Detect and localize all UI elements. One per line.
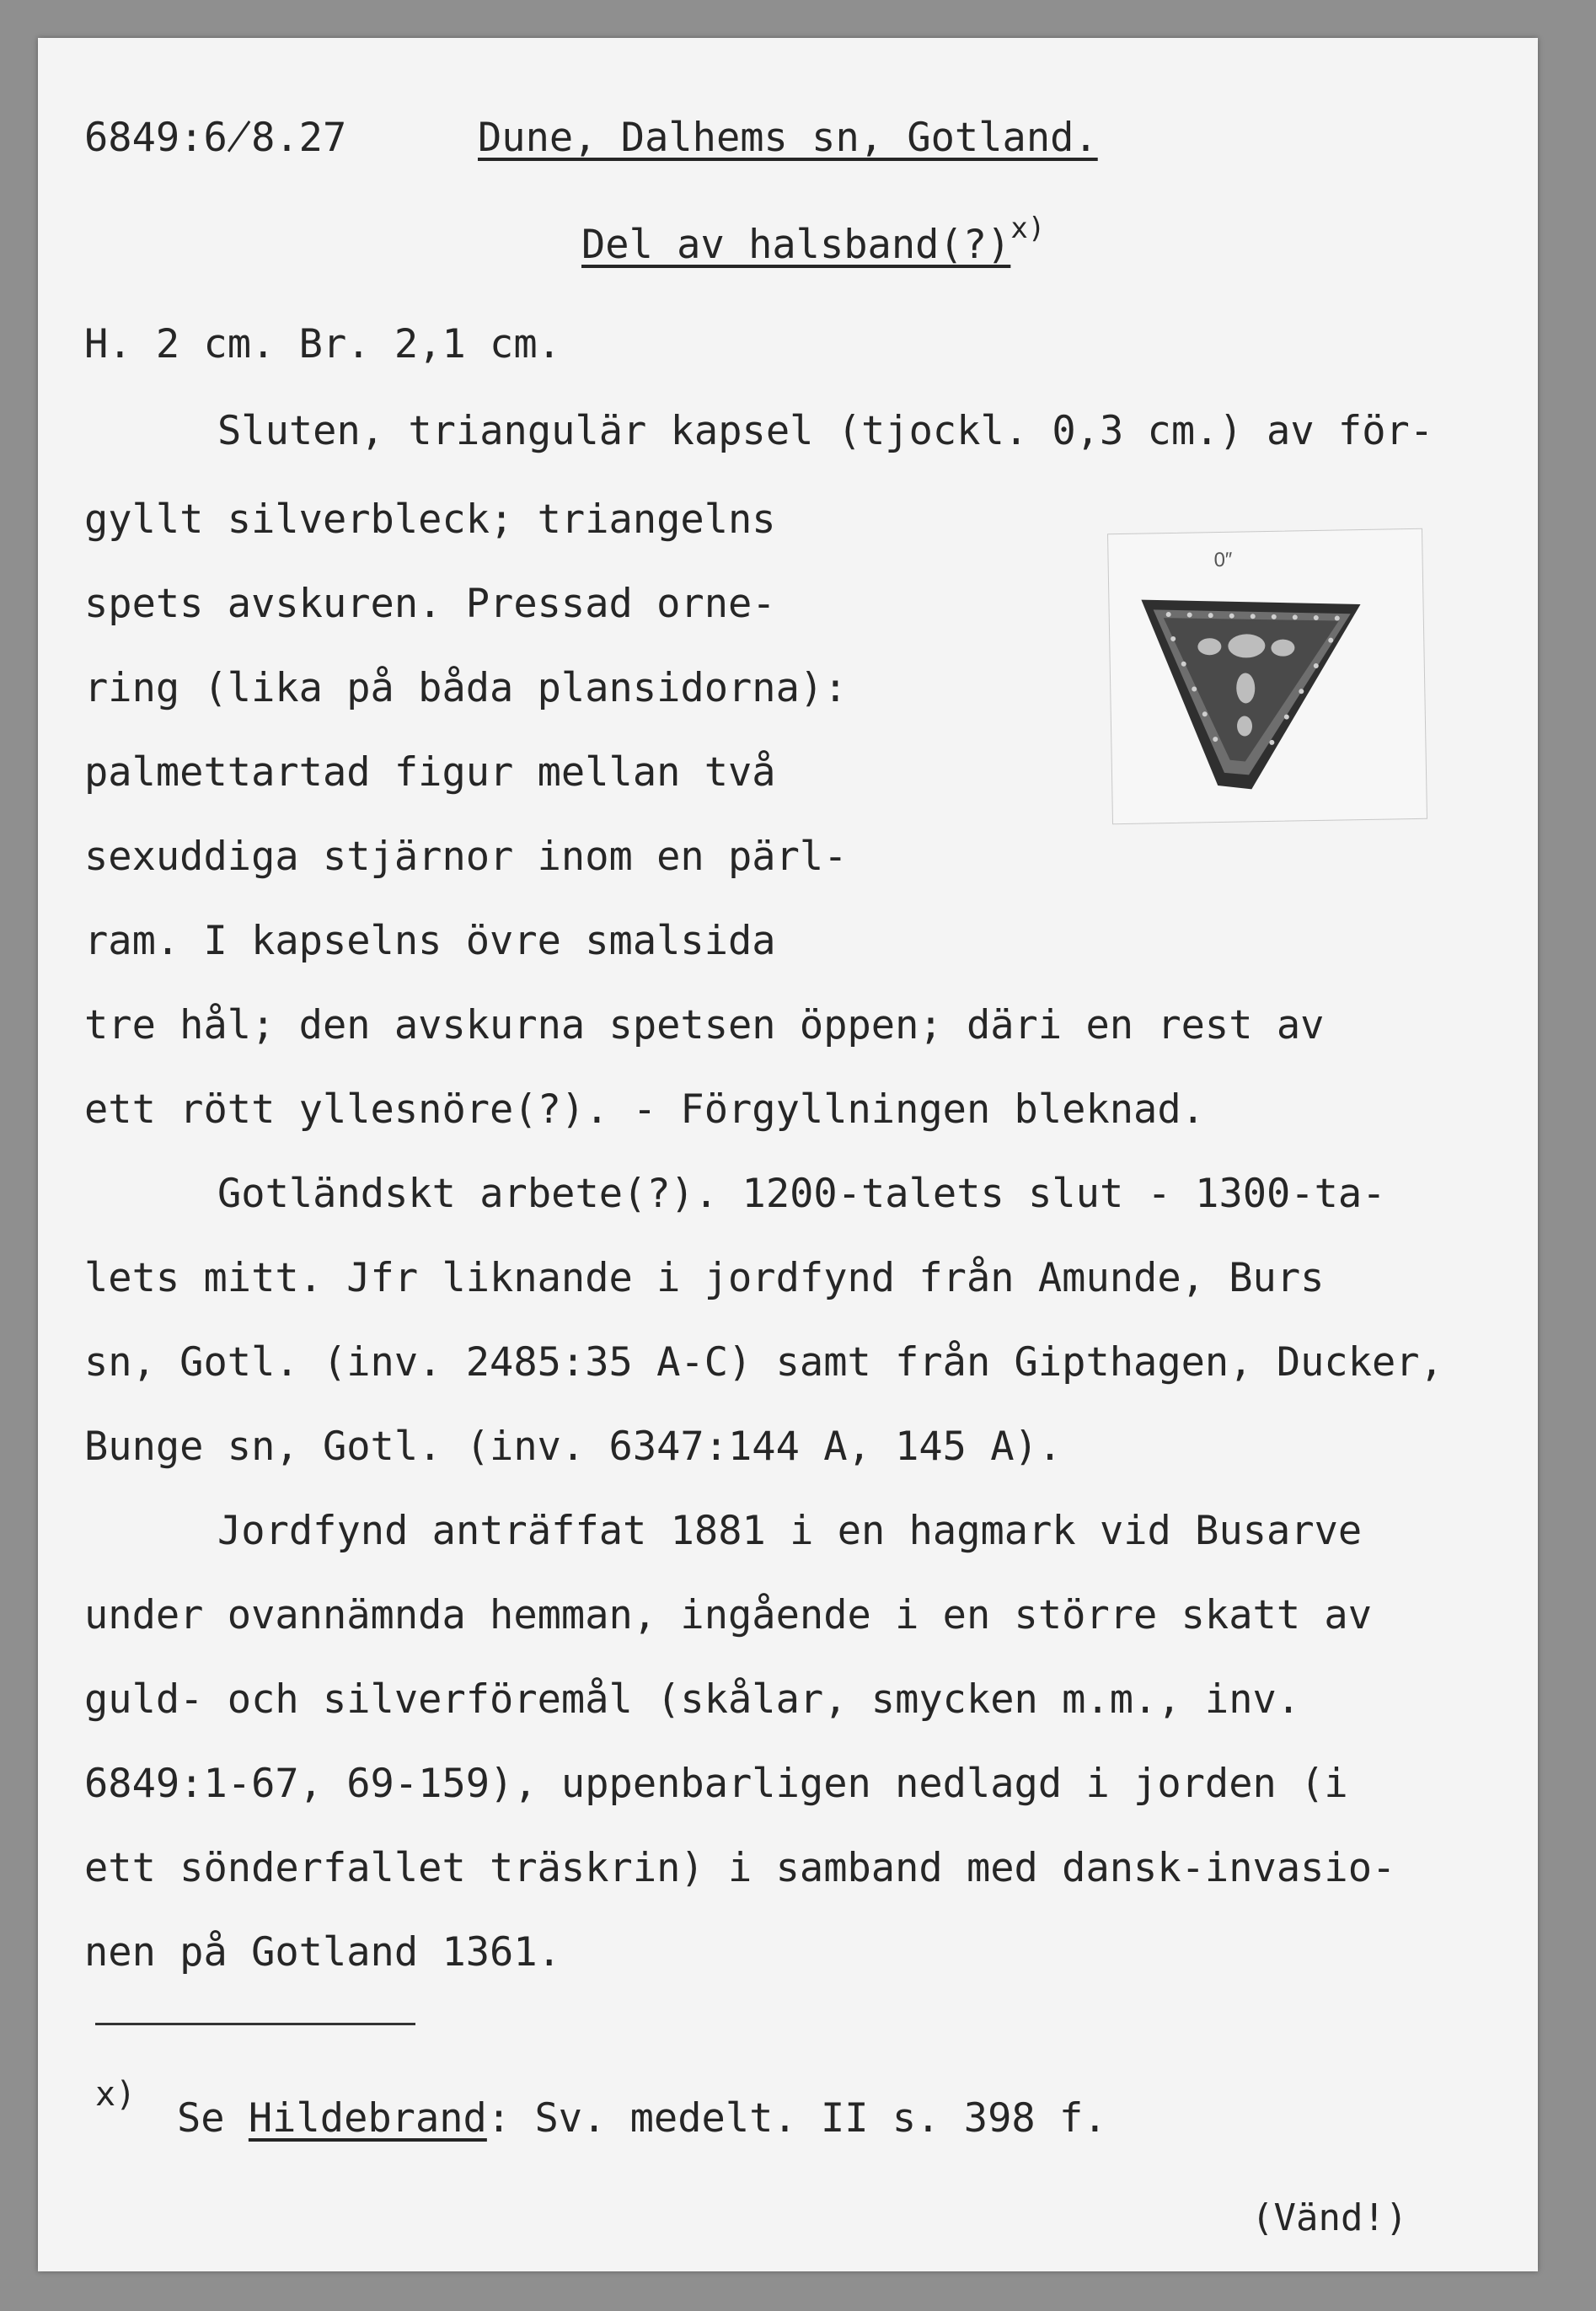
pendant-image <box>1108 529 1427 823</box>
text-line: Gotländskt arbete(?). 1200-talets slut - 1300-ta- <box>217 1171 1386 1217</box>
footnote-divider <box>95 2023 415 2025</box>
footnote-text <box>177 2095 1107 2142</box>
catalog-number: 6849:6̸8.27 <box>84 115 347 161</box>
object-title <box>581 212 1046 268</box>
text-line: ring (lika på båda plansidorna): <box>84 665 848 711</box>
text-line: Bunge sn, Gotl. (inv. 6347:144 A, 145 A). <box>84 1424 1063 1470</box>
text-line: lets mitt. Jfr liknande i jordfynd från Amunde, Burs <box>84 1255 1325 1301</box>
text-line: sn, Gotl. (inv. 2485:35 A-C) samt från Gipthagen, Ducker, <box>84 1339 1443 1386</box>
catalog-card <box>38 38 1538 2271</box>
footnote-mark: x) <box>95 2075 137 2114</box>
text-line-dimensions: H. 2 cm. Br. 2,1 cm. <box>84 321 561 367</box>
text-line: sexuddiga stjärnor inom en pärl- <box>84 834 848 880</box>
text-line: guld- och silverföremål (skålar, smycken m.m., inv. <box>84 1676 1301 1723</box>
text-line: under ovannämnda hemman, ingående i en större skatt av <box>84 1592 1373 1638</box>
footnote-author: Hildebrand <box>248 2095 487 2142</box>
text-line: spets avskuren. Pressad orne- <box>84 581 776 627</box>
text-line: Sluten, triangulär kapsel (tjockl. 0,3 cm.) av för- <box>217 408 1434 454</box>
object-title-text: Del av halsband(?) <box>581 222 1011 268</box>
find-location: Dune, Dalhems sn, Gotland. <box>478 115 1098 161</box>
object-photograph <box>1107 528 1427 824</box>
footnote-prefix: Se <box>177 2095 249 2142</box>
footnote-reference-text: : Sv. medelt. II s. 398 f. <box>486 2095 1107 2142</box>
text-line: palmettartad figur mellan två <box>84 749 776 796</box>
footnote-reference: x) <box>1010 212 1046 245</box>
photo-label: 0″ <box>1213 548 1233 572</box>
turn-over-note: (Vänd!) <box>1251 2196 1408 2239</box>
text-line: ett sönderfallet träskrin) i samband med dansk-invasio- <box>84 1845 1396 1891</box>
text-line: nen på Gotland 1361. <box>84 1929 561 1976</box>
text-line: 6849:1-67, 69-159), uppenbarligen nedlagd i jorden (i <box>84 1761 1348 1807</box>
text-line: ett rött yllesnöre(?). - Förgyllningen bleknad. <box>84 1086 1205 1133</box>
text-line: gyllt silverbleck; triangelns <box>84 496 776 543</box>
text-line: ram. I kapselns övre smalsida <box>84 918 776 964</box>
text-line: tre hål; den avskurna spetsen öppen; däri en rest av <box>84 1002 1325 1048</box>
text-line: Jordfynd anträffat 1881 i en hagmark vid Busarve <box>217 1508 1363 1554</box>
